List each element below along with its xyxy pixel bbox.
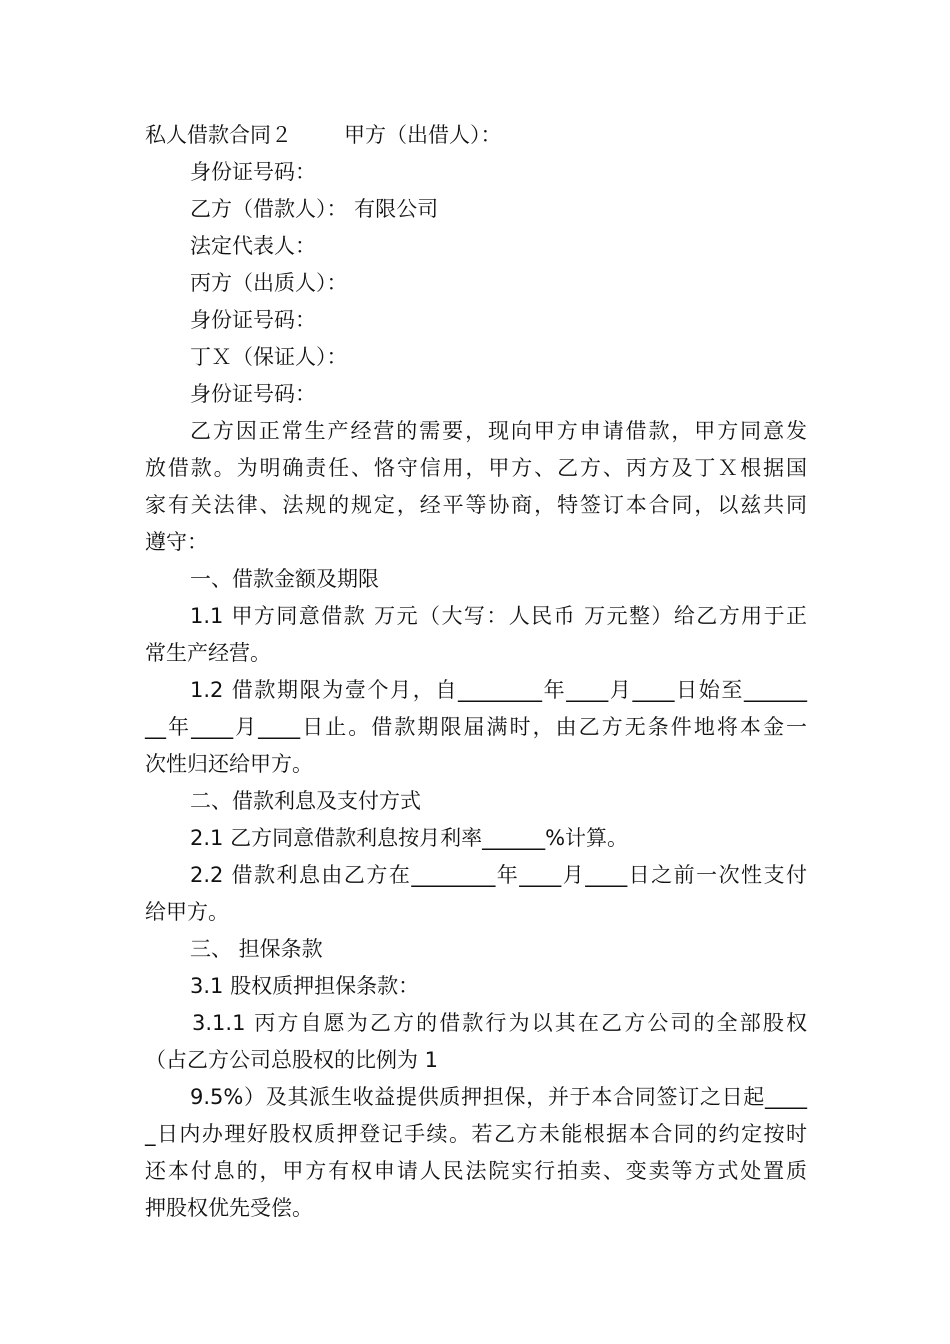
party-a-label: 甲方（出借人）： (344, 123, 502, 147)
party-c-line: 丙方（出质人）： (190, 271, 348, 295)
title-line (145, 117, 807, 154)
party-c-id-line: 身份证号码： (190, 308, 316, 332)
party-b-line: 乙方（借款人）： 有限公司 (190, 197, 439, 221)
clause-1-2-line-1: 1.2 借款期限为壹个月，自________年____月____日始至______ (190, 678, 807, 702)
clause-1-1-line-2: 常生产经营。 (145, 641, 271, 665)
legal-rep-line: 法定代表人： (190, 234, 316, 258)
clause-3-1-1-line-5: 还本付息的，甲方有权申请人民法院实行拍卖、变卖等方式处置质 (145, 1159, 807, 1183)
clause-1-2-line-2: __年____月____日止。借款期限届满时，由乙方无条件地将本金一 (145, 715, 807, 739)
clause-3-1-1-line-4: _日内办理好股权质押登记手续。若乙方未能根据本合同的约定按时 (145, 1122, 807, 1146)
clause-1-2-line-3: 次性归还给甲方。 (145, 752, 313, 776)
clause-2-2-line-1: 2.2 借款利息由乙方在________年____月____日之前一次性支付 (190, 863, 807, 887)
section-3-heading: 三、 担保条款 (190, 937, 323, 961)
document-body (145, 117, 807, 1227)
party-d-id-line: 身份证号码： (190, 382, 316, 406)
party-a-id-line: 身份证号码： (190, 160, 316, 184)
clause-2-2-line-2: 给甲方。 (145, 900, 229, 924)
clause-3-1-1-line-6: 押股权优先受偿。 (145, 1196, 313, 1220)
clause-3-1-1-line-2: （占乙方公司总股权的比例为 1 (145, 1048, 439, 1072)
clause-3-1-1-line-3: 9.5%）及其派生收益提供质押担保，并于本合同签订之日起____ (190, 1085, 807, 1109)
section-2-heading: 二、借款利息及支付方式 (190, 789, 421, 813)
preamble-line-3: 家有关法律、法规的规定，经平等协商，特签订本合同，以兹共同 (145, 493, 807, 517)
clause-3-1-line: 3.1 股权质押担保条款： (190, 974, 420, 998)
section-1-heading: 一、借款金额及期限 (190, 567, 379, 591)
preamble-line-4: 遵守： (145, 530, 208, 554)
document-title: 私人借款合同２ (145, 123, 292, 147)
preamble-line-1: 乙方因正常生产经营的需要，现向甲方申请借款，甲方同意发 (190, 419, 807, 443)
clause-3-1-1-line-1: 3.1.1 丙方自愿为乙方的借款行为以其在乙方公司的全部股权 (192, 1011, 807, 1035)
preamble-line-2: 放借款。为明确责任、恪守信用，甲方、乙方、丙方及丁Ｘ根据国 (145, 456, 807, 480)
party-d-line: 丁Ｘ（保证人）： (190, 345, 348, 369)
clause-2-1-line: 2.1 乙方同意借款利息按月利率______%计算。 (190, 826, 629, 850)
clause-1-1-line-1: 1.1 甲方同意借款 万元（大写：人民币 万元整）给乙方用于正 (190, 604, 807, 628)
